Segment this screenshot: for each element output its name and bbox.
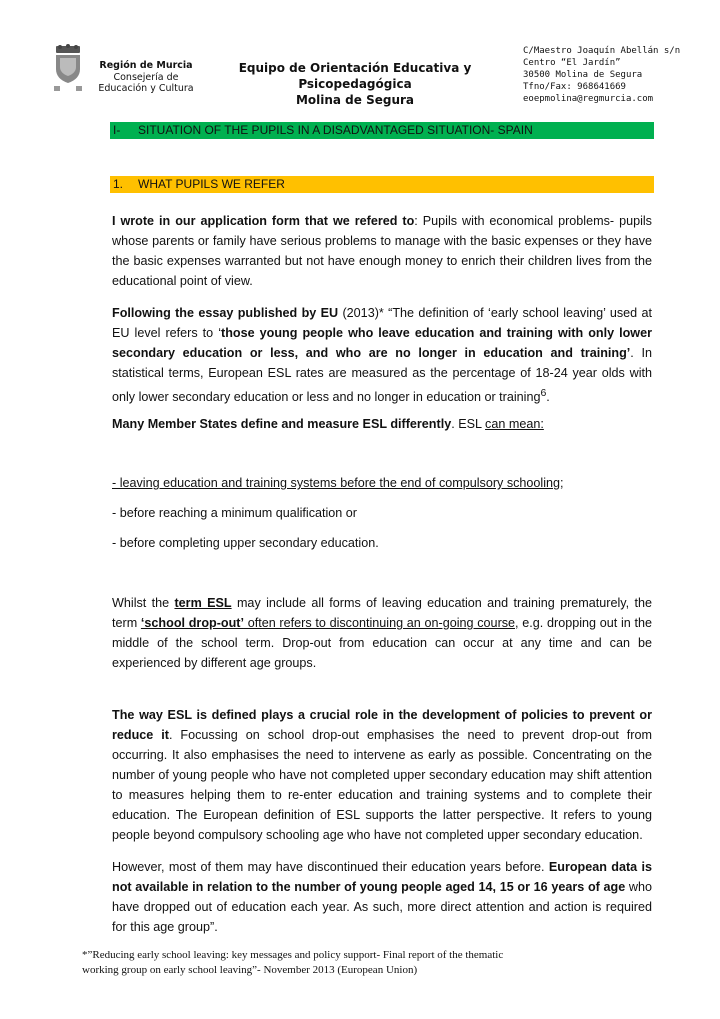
region-dept-line-1: Consejería de bbox=[113, 71, 179, 83]
paragraph-member-states bbox=[112, 414, 544, 434]
team-title-line-1: Equipo de Orientación Educativa y bbox=[238, 61, 472, 75]
paragraph-underlined: can mean: bbox=[485, 417, 544, 431]
address-line: C/Maestro Joaquín Abellán s/n bbox=[523, 46, 681, 56]
list-item bbox=[112, 473, 564, 493]
region-block bbox=[94, 60, 198, 95]
team-title bbox=[224, 60, 486, 108]
section-heading-banner bbox=[110, 122, 654, 139]
paragraph-underlined: often refers to discontinuing an on-going course, bbox=[243, 616, 519, 630]
section-number: I- bbox=[113, 123, 121, 137]
paragraph-lead: Many Member States define and measure ESL differently bbox=[112, 417, 452, 431]
paragraph-text: . bbox=[546, 390, 550, 405]
address-line: Tfno/Fax: 968641669 bbox=[523, 82, 626, 92]
section-title: SITUATION OF THE PUPILS IN A DISADVANTAGED SITUATION- SPAIN bbox=[138, 123, 533, 137]
paragraph-lead: The way ESL is defined plays a crucial role in the development of policies to prevent or reduce it bbox=[112, 708, 652, 742]
paragraph-text: . In statistical terms, European ESL rates are measured as the percentage of 18-24 year olds with only lower secondary education or less and no longer in education or training bbox=[112, 346, 652, 405]
list-item-text: - leaving education and training systems before the end of compulsory schooling bbox=[112, 476, 561, 490]
region-dept-line-2: Educación y Cultura bbox=[98, 83, 194, 94]
subsection-number: 1. bbox=[113, 177, 124, 191]
paragraph-text: However, most of them may have discontinued their education years before. bbox=[112, 860, 549, 874]
footnote-ref: 6 bbox=[540, 387, 547, 399]
footnote-line: *”Reducing early school leaving: key messages and policy support- Final report of the thematic bbox=[82, 949, 504, 961]
paragraph-lead: I wrote in our application form that we refered to bbox=[112, 214, 415, 228]
paragraph-text: may include all forms of leaving education and training prematurely, the term bbox=[112, 596, 653, 630]
paragraph-eu-definition bbox=[112, 303, 652, 407]
paragraph-european-data bbox=[112, 857, 652, 937]
region-crest-logo bbox=[50, 44, 86, 96]
paragraph-text: . Focussing on school drop-out emphasises the need to prevent drop-out from occurring. It also emphasises the need to intervene as early as possible. Concentrating on the number of young people who have not completed upper secondary education may shift attention to measures helping them to re-enter education and training systems and to complete their education. The European definition of ESL supports the latter perspective. It refers to young people beyond compulsory schooling age who have not completed upper secondary education. bbox=[112, 728, 652, 842]
region-name: Región de Murcia bbox=[99, 60, 193, 71]
subsection-title: WHAT PUPILS WE REFER bbox=[138, 177, 285, 191]
team-title-line-2: Psicopedagógica bbox=[298, 77, 412, 91]
email-line: eoepmolina@regmurcia.com bbox=[523, 94, 654, 104]
list-item: - before reaching a minimum qualification or bbox=[112, 506, 357, 520]
paragraph-text: Whilst the bbox=[112, 596, 175, 610]
paragraph-bold: European data is not available in relation to the number of young people aged 14, 15 or 16 years of age bbox=[112, 860, 652, 894]
paragraph-application-form bbox=[112, 211, 652, 291]
footnote-line: working group on early school leaving”- November 2013 (European Union) bbox=[82, 964, 418, 976]
address-block bbox=[523, 45, 713, 105]
subsection-heading-banner bbox=[110, 176, 654, 193]
paragraph-text: . ESL bbox=[451, 417, 486, 431]
paragraph-text: (2013)* “The definition of ‘early school leaving’ used at EU level refers to ‘ bbox=[112, 306, 653, 340]
paragraph-lead: Following the essay published by EU bbox=[112, 306, 339, 320]
term-school-drop-out: ‘school drop-out’ bbox=[140, 616, 244, 630]
footnote bbox=[82, 948, 642, 978]
address-line: Centro “El Jardín” bbox=[523, 58, 621, 68]
list-item: - before completing upper secondary education. bbox=[112, 536, 379, 550]
paragraph-text: e.g. dropping out in the middle of the school term. Drop-out from education can occur at any time and can be experienced by different age groups. bbox=[112, 616, 652, 670]
definition-quote: those young people who leave education and training with only lower secondary education or less, and who are no longer in education and training’ bbox=[112, 326, 653, 360]
paragraph-text: : Pupils with economical problems- pupils whose parents or family have serious problems to manage with the basic expenses or they have the basic expenses warranted but not have enough money to enrich their children lives from the educational point of view. bbox=[112, 214, 652, 288]
paragraph-esl-defined bbox=[112, 705, 652, 845]
team-title-line-3: Molina de Segura bbox=[295, 93, 415, 107]
list-item-end: ; bbox=[560, 476, 564, 490]
address-line: 30500 Molina de Segura bbox=[523, 70, 643, 80]
paragraph-text: who have dropped out of education each year. As such, more direct attention and action is required for this age group”. bbox=[112, 880, 652, 934]
term-esl: term ESL bbox=[174, 596, 232, 610]
paragraph-esl-term bbox=[112, 593, 652, 673]
